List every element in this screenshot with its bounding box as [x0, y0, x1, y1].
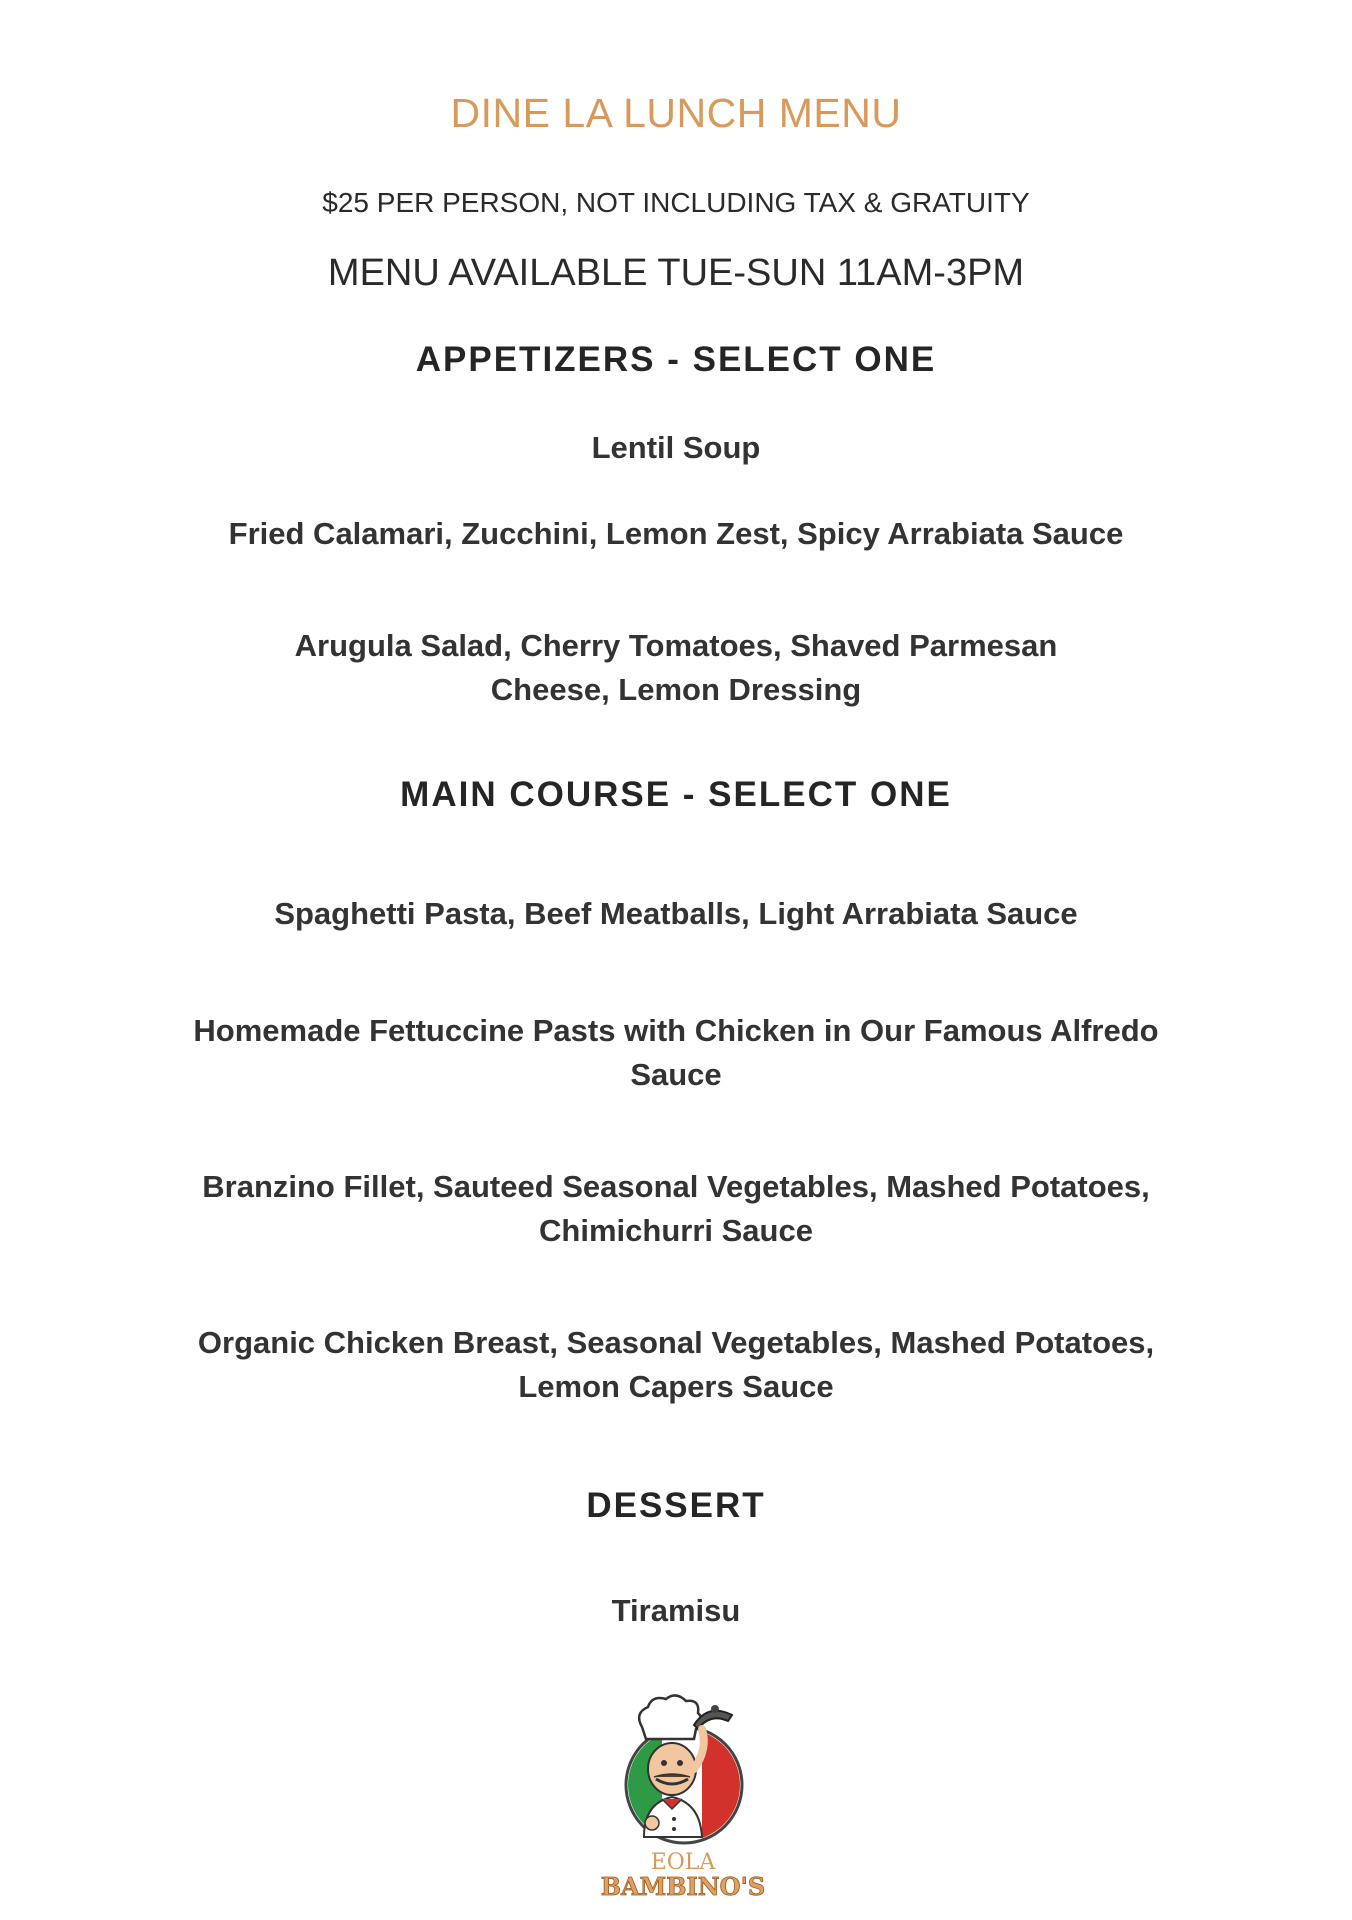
main-course-item: Organic Chicken Breast, Seasonal Vegetables, Mashed Potatoes, — [197, 1325, 1155, 1360]
restaurant-logo — [600, 1697, 766, 1905]
main-course-heading: MAIN COURSE - SELECT ONE — [400, 775, 952, 814]
chef-logo-icon — [600, 1697, 766, 1905]
appetizer-item: Lentil Soup — [591, 430, 761, 465]
main-course-item-continued: Lemon Capers Sauce — [518, 1369, 834, 1404]
main-course-item: Branzino Fillet, Sauteed Seasonal Vegetables, Mashed Potatoes, — [202, 1169, 1150, 1204]
main-course-item-continued: Sauce — [630, 1057, 722, 1092]
main-course-item: Spaghetti Pasta, Beef Meatballs, Light Arrabiata Sauce — [274, 896, 1078, 931]
main-course-item-continued: Chimichurri Sauce — [539, 1213, 813, 1248]
availability-note: MENU AVAILABLE TUE-SUN 11AM-3PM — [327, 252, 1025, 294]
main-course-item: Homemade Fettuccine Pasts with Chicken in Our Famous Alfredo — [193, 1013, 1159, 1048]
appetizer-item: Fried Calamari, Zucchini, Lemon Zest, Spicy Arrabiata Sauce — [228, 516, 1124, 551]
dessert-item: Tiramisu — [611, 1593, 741, 1628]
logo-brand-top: EOLA — [650, 1850, 716, 1875]
dessert-heading: DESSERT — [586, 1486, 766, 1525]
logo-brand-bottom: BAMBINO'S — [600, 1872, 766, 1901]
appetizer-item-continued: Cheese, Lemon Dressing — [490, 672, 862, 707]
menu-title: DINE LA LUNCH MENU — [450, 90, 902, 136]
price-note: $25 PER PERSON, NOT INCLUDING TAX & GRATUITY — [322, 187, 1030, 218]
appetizers-heading: APPETIZERS - SELECT ONE — [415, 340, 937, 379]
appetizer-item: Arugula Salad, Cherry Tomatoes, Shaved Parmesan — [294, 628, 1058, 663]
